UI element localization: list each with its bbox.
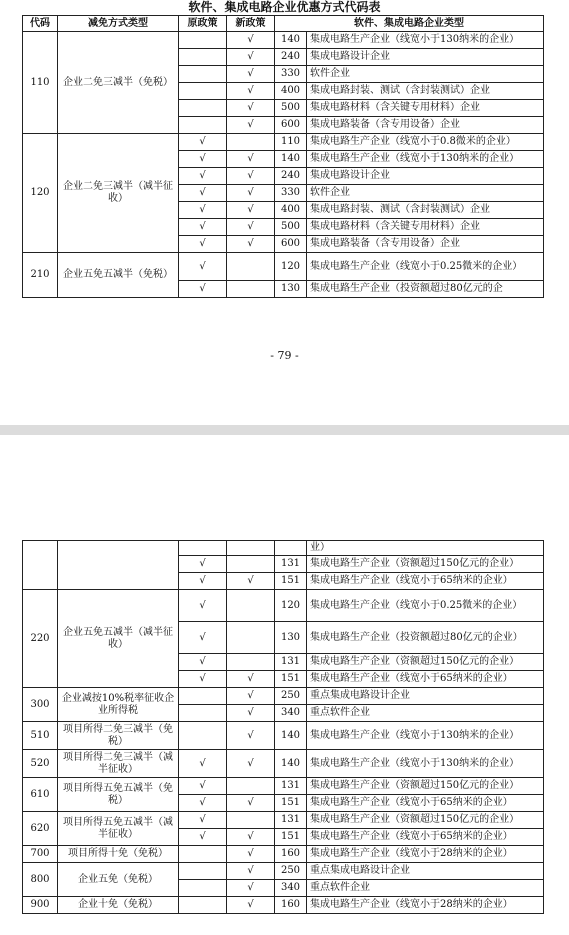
new-policy-check: √ <box>227 722 275 750</box>
table-row <box>23 32 544 49</box>
old-policy-check <box>179 846 227 863</box>
header-code: 代码 <box>23 16 58 32</box>
enterprise-type-desc: 集成电路生产企业（资额超过150亿元的企业） <box>307 654 544 671</box>
old-policy-check <box>179 880 227 897</box>
enterprise-type-desc: 集成电路生产企业（线宽小于65纳米的企业） <box>307 671 544 688</box>
document-page-79 <box>0 0 569 425</box>
old-policy-check: √ <box>179 795 227 812</box>
old-policy-check: √ <box>179 253 227 281</box>
new-policy-check <box>227 556 275 573</box>
new-policy-check <box>227 253 275 281</box>
code-cell: 110 <box>23 32 58 134</box>
enterprise-type-desc: 集成电路材料（含关键专用材料）企业 <box>307 100 544 117</box>
enterprise-type-desc: 集成电路装备（含专用设备）企业 <box>307 236 544 253</box>
old-policy-check <box>179 863 227 880</box>
new-policy-check <box>227 812 275 829</box>
enterprise-type-desc: 集成电路封装、测试（含封装测试）企业 <box>307 83 544 100</box>
enterprise-type-code: 131 <box>275 654 307 671</box>
old-policy-check <box>179 705 227 722</box>
new-policy-check <box>227 778 275 795</box>
reduction-type-cell: 企业二免三减半（免税） <box>58 32 179 134</box>
new-policy-check <box>227 654 275 671</box>
enterprise-type-code: 120 <box>275 590 307 622</box>
new-policy-check: √ <box>227 151 275 168</box>
code-cell: 300 <box>23 688 58 722</box>
new-policy-check: √ <box>227 66 275 83</box>
table-row <box>23 750 544 778</box>
enterprise-type-code: 600 <box>275 236 307 253</box>
enterprise-type-code: 240 <box>275 168 307 185</box>
old-policy-check <box>179 541 227 556</box>
enterprise-type-desc: 重点集成电路设计企业 <box>307 688 544 705</box>
table-row <box>23 541 544 556</box>
enterprise-type-code: 330 <box>275 185 307 202</box>
enterprise-type-desc: 集成电路生产企业（资额超过150亿元的企业） <box>307 778 544 795</box>
enterprise-type-desc: 集成电路生产企业（线宽小于0.25微米的企业） <box>307 590 544 622</box>
table-row <box>23 863 544 880</box>
new-policy-check: √ <box>227 202 275 219</box>
enterprise-type-desc: 集成电路生产企业（线宽小于130纳米的企业） <box>307 32 544 49</box>
new-policy-check: √ <box>227 897 275 914</box>
new-policy-check: √ <box>227 185 275 202</box>
reduction-type-cell: 项目所得二免三减半（减半征收） <box>58 750 179 778</box>
reduction-type-cell: 企业十免（免税） <box>58 897 179 914</box>
enterprise-type-code: 140 <box>275 750 307 778</box>
new-policy-check: √ <box>227 49 275 66</box>
enterprise-type-code: 340 <box>275 705 307 722</box>
table-title: 软件、集成电路企业优惠方式代码表 <box>188 0 381 14</box>
enterprise-type-code: 140 <box>275 151 307 168</box>
enterprise-type-code: 130 <box>275 281 307 298</box>
old-policy-check: √ <box>179 671 227 688</box>
enterprise-type-code: 131 <box>275 778 307 795</box>
preferential-code-table-continued <box>22 540 544 914</box>
enterprise-type-desc: 软件企业 <box>307 66 544 83</box>
new-policy-check: √ <box>227 688 275 705</box>
code-cell <box>23 541 58 590</box>
old-policy-check: √ <box>179 202 227 219</box>
code-cell: 700 <box>23 846 58 863</box>
enterprise-type-desc: 集成电路生产企业（线宽小于28纳米的企业） <box>307 846 544 863</box>
old-policy-check: √ <box>179 829 227 846</box>
old-policy-check <box>179 897 227 914</box>
enterprise-type-code: 500 <box>275 100 307 117</box>
enterprise-type-code: 151 <box>275 671 307 688</box>
new-policy-check: √ <box>227 100 275 117</box>
new-policy-check: √ <box>227 671 275 688</box>
enterprise-type-desc: 集成电路生产企业（资额超过150亿元的企业） <box>307 556 544 573</box>
enterprise-type-desc: 集成电路设计企业 <box>307 49 544 66</box>
enterprise-type-code: 160 <box>275 846 307 863</box>
new-policy-check: √ <box>227 750 275 778</box>
new-policy-check <box>227 281 275 298</box>
reduction-type-cell: 项目所得十免（免税） <box>58 846 179 863</box>
enterprise-type-code: 600 <box>275 117 307 134</box>
old-policy-check: √ <box>179 134 227 151</box>
new-policy-check: √ <box>227 236 275 253</box>
old-policy-check: √ <box>179 812 227 829</box>
enterprise-type-desc: 集成电路生产企业（线宽小于0.8微米的企业） <box>307 134 544 151</box>
old-policy-check <box>179 83 227 100</box>
enterprise-type-desc: 集成电路生产企业（线宽小于65纳米的企业） <box>307 829 544 846</box>
enterprise-type-code: 140 <box>275 722 307 750</box>
enterprise-type-desc: 集成电路生产企业（投资额超过80亿元的企 <box>307 281 544 298</box>
new-policy-check: √ <box>227 83 275 100</box>
header-enterprise-type: 软件、集成电路企业类型 <box>275 16 544 32</box>
header-new-policy: 新政策 <box>227 16 275 32</box>
enterprise-type-desc: 重点软件企业 <box>307 880 544 897</box>
enterprise-type-code: 130 <box>275 622 307 654</box>
enterprise-type-desc: 软件企业 <box>307 185 544 202</box>
enterprise-type-desc: 集成电路生产企业（线宽小于28纳米的企业） <box>307 897 544 914</box>
table-row <box>23 846 544 863</box>
reduction-type-cell <box>58 541 179 590</box>
new-policy-check: √ <box>227 795 275 812</box>
table-row <box>23 778 544 795</box>
enterprise-type-code: 120 <box>275 253 307 281</box>
reduction-type-cell: 企业五免（免税） <box>58 863 179 897</box>
enterprise-type-code: 151 <box>275 795 307 812</box>
enterprise-type-desc: 集成电路封装、测试（含封装测试）企业 <box>307 202 544 219</box>
old-policy-check: √ <box>179 556 227 573</box>
code-cell: 800 <box>23 863 58 897</box>
old-policy-check: √ <box>179 151 227 168</box>
old-policy-check: √ <box>179 573 227 590</box>
enterprise-type-desc: 重点集成电路设计企业 <box>307 863 544 880</box>
new-policy-check: √ <box>227 863 275 880</box>
reduction-type-cell: 企业五免五减半（减半征收） <box>58 590 179 688</box>
old-policy-check <box>179 117 227 134</box>
code-cell: 220 <box>23 590 58 688</box>
enterprise-type-desc: 集成电路生产企业（线宽小于130纳米的企业） <box>307 722 544 750</box>
enterprise-type-code: 250 <box>275 863 307 880</box>
enterprise-type-code: 151 <box>275 829 307 846</box>
code-cell: 610 <box>23 778 58 812</box>
old-policy-check: √ <box>179 219 227 236</box>
new-policy-check <box>227 134 275 151</box>
enterprise-type-desc: 集成电路生产企业（线宽小于65纳米的企业） <box>307 573 544 590</box>
old-policy-check: √ <box>179 622 227 654</box>
page-number: - 79 - <box>270 349 299 362</box>
old-policy-check: √ <box>179 778 227 795</box>
reduction-type-cell: 项目所得五免五减半（减半征收） <box>58 812 179 846</box>
enterprise-type-code <box>275 541 307 556</box>
table-row <box>23 590 544 622</box>
enterprise-type-desc: 重点软件企业 <box>307 705 544 722</box>
reduction-type-cell: 企业五免五减半（免税） <box>58 253 179 298</box>
old-policy-check: √ <box>179 654 227 671</box>
code-cell: 620 <box>23 812 58 846</box>
new-policy-check: √ <box>227 846 275 863</box>
code-cell: 510 <box>23 722 58 750</box>
table-row <box>23 253 544 281</box>
enterprise-type-code: 240 <box>275 49 307 66</box>
old-policy-check <box>179 49 227 66</box>
old-policy-check: √ <box>179 185 227 202</box>
table-row <box>23 134 544 151</box>
old-policy-check <box>179 66 227 83</box>
old-policy-check: √ <box>179 750 227 778</box>
code-cell: 120 <box>23 134 58 253</box>
enterprise-type-desc: 集成电路设计企业 <box>307 168 544 185</box>
old-policy-check: √ <box>179 281 227 298</box>
old-policy-check: √ <box>179 236 227 253</box>
enterprise-type-code: 400 <box>275 83 307 100</box>
new-policy-check: √ <box>227 573 275 590</box>
new-policy-check: √ <box>227 705 275 722</box>
enterprise-type-desc: 集成电路装备（含专用设备）企业 <box>307 117 544 134</box>
page-separator <box>0 425 569 435</box>
old-policy-check <box>179 100 227 117</box>
table-row <box>23 897 544 914</box>
code-cell: 900 <box>23 897 58 914</box>
reduction-type-cell: 企业减按10%税率征收企业所得税 <box>58 688 179 722</box>
enterprise-type-desc: 集成电路生产企业（线宽小于0.25微米的企业） <box>307 253 544 281</box>
enterprise-type-code: 250 <box>275 688 307 705</box>
new-policy-check: √ <box>227 880 275 897</box>
reduction-type-cell: 项目所得二免三减半（免税） <box>58 722 179 750</box>
document-page-80 <box>0 435 569 935</box>
enterprise-type-code: 151 <box>275 573 307 590</box>
enterprise-type-desc: 业） <box>307 541 544 556</box>
code-cell: 210 <box>23 253 58 298</box>
new-policy-check <box>227 622 275 654</box>
table-row <box>23 688 544 705</box>
old-policy-check <box>179 688 227 705</box>
new-policy-check <box>227 590 275 622</box>
reduction-type-cell: 项目所得五免五减半（免税） <box>58 778 179 812</box>
enterprise-type-desc: 集成电路生产企业（线宽小于65纳米的企业） <box>307 795 544 812</box>
enterprise-type-desc: 集成电路生产企业（线宽小于130纳米的企业） <box>307 151 544 168</box>
preferential-code-table <box>22 15 544 298</box>
table-row <box>23 812 544 829</box>
new-policy-check: √ <box>227 117 275 134</box>
header-old-policy: 原政策 <box>179 16 227 32</box>
enterprise-type-code: 110 <box>275 134 307 151</box>
new-policy-check <box>227 541 275 556</box>
old-policy-check <box>179 722 227 750</box>
enterprise-type-code: 131 <box>275 812 307 829</box>
old-policy-check: √ <box>179 590 227 622</box>
code-cell: 520 <box>23 750 58 778</box>
enterprise-type-code: 140 <box>275 32 307 49</box>
new-policy-check: √ <box>227 829 275 846</box>
enterprise-type-desc: 集成电路生产企业（线宽小于130纳米的企业） <box>307 750 544 778</box>
new-policy-check: √ <box>227 219 275 236</box>
enterprise-type-desc: 集成电路生产企业（资额超过150亿元的企业） <box>307 812 544 829</box>
table-header-row <box>23 16 544 32</box>
old-policy-check <box>179 32 227 49</box>
table-row <box>23 722 544 750</box>
enterprise-type-code: 400 <box>275 202 307 219</box>
new-policy-check: √ <box>227 32 275 49</box>
enterprise-type-code: 340 <box>275 880 307 897</box>
enterprise-type-desc: 集成电路材料（含关键专用材料）企业 <box>307 219 544 236</box>
enterprise-type-desc: 集成电路生产企业（投资额超过80亿元的企业） <box>307 622 544 654</box>
reduction-type-cell: 企业二免三减半（减半征收） <box>58 134 179 253</box>
new-policy-check: √ <box>227 168 275 185</box>
enterprise-type-code: 131 <box>275 556 307 573</box>
header-reduction-type: 减免方式类型 <box>58 16 179 32</box>
enterprise-type-code: 330 <box>275 66 307 83</box>
enterprise-type-code: 500 <box>275 219 307 236</box>
enterprise-type-code: 160 <box>275 897 307 914</box>
old-policy-check: √ <box>179 168 227 185</box>
